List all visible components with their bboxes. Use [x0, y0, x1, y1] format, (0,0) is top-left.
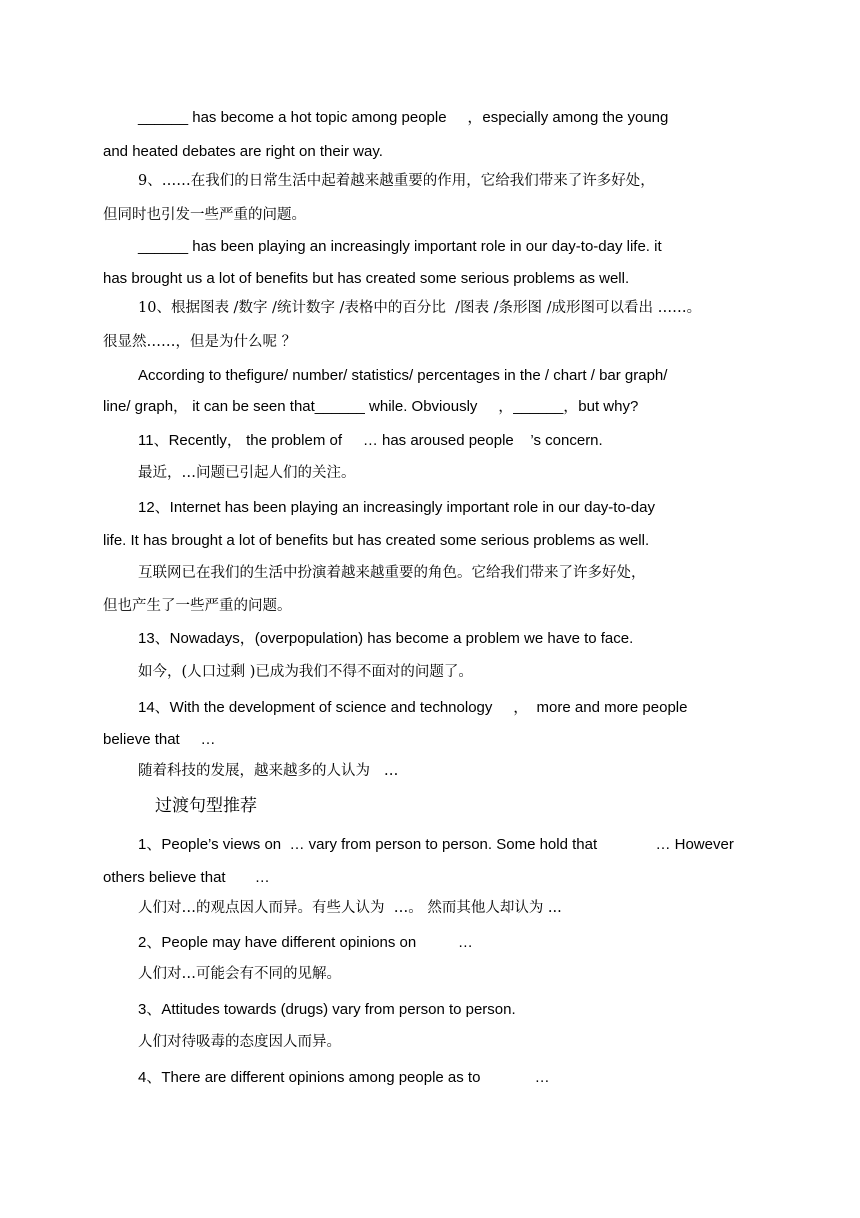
text-line: believe that … — [103, 731, 216, 748]
text-line: ______ has become a hot topic among people ，especially among the young — [138, 109, 669, 126]
text-line: 12、Internet has been playing an increasingly important role in our day-to-day — [138, 499, 655, 516]
text-line: 但同时也引发一些严重的问题。 — [103, 207, 306, 223]
text-line: 随着科技的发展，越来越多的人认为 … — [138, 763, 399, 779]
text-line: 13、Nowadays，(overpopulation) has become a problem we have to face. — [138, 630, 634, 647]
text-line: others believe that … — [103, 869, 270, 886]
text-line: According to thefigure/ number/ statistics/ percentages in the / chart / bar graph/ — [138, 367, 668, 384]
text-line: 10、根据图表 /数字 /统计数字 /表格中的百分比 /图表 /条形图 /成形图可以看出 ……。 — [138, 300, 702, 316]
text-line: 很显然……，但是为什么呢 ？ — [103, 334, 297, 350]
text-line: line/ graph， it can be seen that______ while. Obviously ，______，but why? — [103, 398, 639, 415]
text-line: 但也产生了一些严重的问题。 — [103, 598, 292, 614]
text-line: 4、There are different opinions among people as to … — [138, 1069, 550, 1086]
text-line: 1、People’s views on … vary from person to person. Some hold that … However — [138, 836, 734, 853]
text-line: 2、People may have different opinions on … — [138, 934, 473, 951]
text-line: ______ has been playing an increasingly important role in our day-to-day life. it — [138, 238, 662, 255]
text-line: 人们对…可能会有不同的见解。 — [138, 966, 341, 982]
text-line: has brought us a lot of benefits but has created some serious problems as well. — [103, 270, 630, 287]
text-line: 3、Attitudes towards (drugs) vary from person to person. — [138, 1001, 516, 1018]
section-heading: 过渡句型推荐 — [155, 796, 257, 816]
text-line: life. It has brought a lot of benefits but has created some serious problems as well. — [103, 532, 650, 549]
text-line: 9、……在我们的日常生活中起着越来越重要的作用，它给我们带来了许多好处， — [138, 173, 655, 189]
text-line: 人们对待吸毒的态度因人而异。 — [138, 1034, 341, 1050]
text-line: 互联网已在我们的生活中扮演着越来越重要的角色。它给我们带来了许多好处， — [138, 565, 646, 581]
text-line: 11、Recently， the problem of … has aroused people ’s concern. — [138, 432, 603, 449]
text-line: 14、With the development of science and technology ， more and more people — [138, 699, 688, 716]
text-line: and heated debates are right on their way. — [103, 143, 383, 160]
text-line: 最近，…问题已引起人们的关注。 — [138, 465, 356, 481]
text-line: 人们对…的观点因人而异。有些人认为 …。 然而其他人却认为 ... — [138, 900, 562, 916]
text-line: 如今，(人口过剩 )已成为我们不得不面对的问题了。 — [138, 664, 473, 680]
